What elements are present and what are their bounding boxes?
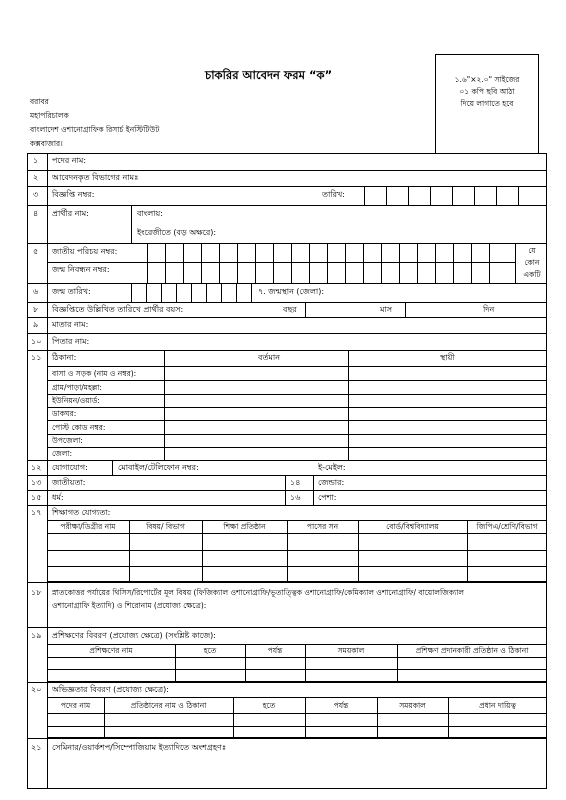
row-2-number: ২ bbox=[33, 173, 39, 182]
experience-label: অভিজ্ঞতার বিবরণ (প্রযোজ্য ক্ষেত্রে): bbox=[52, 685, 169, 694]
row-15-number: ১৫ bbox=[31, 493, 42, 502]
row-20-number: ২০ bbox=[31, 685, 42, 694]
photo-note-line-3: দিয়ে লাগাতে হবে bbox=[460, 99, 514, 108]
name-bangla-label: বাংলায়: bbox=[137, 209, 163, 218]
age-day-label: দিন bbox=[483, 305, 495, 314]
address-village: গ্রাম/পাড়া/মহল্লা: bbox=[52, 383, 102, 392]
birth-registration-label: জন্ম নিবন্ধন নম্বর: bbox=[52, 265, 110, 274]
training-header-name: প্রশিক্ষণের নাম bbox=[89, 646, 133, 655]
row-4-number: ৪ bbox=[33, 209, 39, 218]
address-post-code: পোস্ট কোড নম্বর: bbox=[52, 423, 106, 432]
present-address-header: বর্তমান bbox=[258, 353, 280, 362]
exp-header-organization: প্রতিষ্ঠানের নাম ও ঠিকানা bbox=[130, 701, 207, 710]
addressee-line-1: বরাবর bbox=[30, 97, 49, 106]
circular-date-label: তারিখ: bbox=[322, 190, 345, 199]
row-3-number: ৩ bbox=[33, 190, 39, 199]
photo-note-line-1: ১.৬"×২.০" সাইজের bbox=[454, 75, 520, 84]
address-district: জেলা: bbox=[52, 449, 73, 458]
training-header-from: হতে bbox=[203, 646, 217, 655]
row-21-number: ২১ bbox=[31, 743, 42, 752]
thesis-label-line-2: ওশানোগ্রাফি ইত্যাদি) ও শিরোনাম (প্রযোজ্য ক্ষেত্রে): bbox=[52, 601, 207, 610]
any-one-line-1: যে bbox=[528, 246, 536, 255]
nationality-label: জাতীয়তা: bbox=[52, 478, 86, 487]
exp-header-to: পর্যন্ত bbox=[333, 701, 349, 710]
training-header-to: পর্যন্ত bbox=[267, 646, 283, 655]
address-post-office: ডাকঘর: bbox=[52, 409, 77, 418]
row-12-number: ১২ bbox=[31, 463, 42, 472]
mobile-label: মোবাইল/টেলিফোন নম্বর: bbox=[118, 463, 199, 472]
education-label: শিক্ষাগত যোগ্যতা: bbox=[52, 508, 111, 517]
department-label: আবেদনকৃত বিভাগের নামঃ bbox=[52, 173, 139, 182]
training-label: প্রশিক্ষণের বিবরণ (প্রযোজ্য ক্ষেত্রে) (সংশ্লিষ্ট কাজে): bbox=[52, 631, 216, 640]
exp-header-post: পদের নাম bbox=[60, 701, 91, 710]
row-14-number: ১৪ bbox=[290, 478, 301, 487]
age-month-label: মাস bbox=[380, 305, 393, 314]
father-name-label: পিতার নাম: bbox=[52, 337, 90, 346]
addressee-line-4: কক্সবাজার। bbox=[30, 139, 63, 148]
row-13-number: ১৩ bbox=[31, 478, 42, 487]
exp-header-duration: সময়কাল bbox=[399, 701, 426, 710]
row-19-number: ১৯ bbox=[31, 631, 42, 640]
religion-label: ধর্ম: bbox=[52, 493, 64, 502]
edu-header-degree: পরীক্ষা/ডিগ্রীর নাম bbox=[60, 522, 116, 531]
mother-name-label: মাতার নাম: bbox=[52, 320, 89, 329]
contact-label: যোগাযোগ: bbox=[52, 463, 88, 472]
birthplace-label: ৭. জন্মস্থান (জেলা): bbox=[258, 287, 325, 296]
row-10-number: ১০ bbox=[31, 337, 42, 346]
edu-header-year: পাসের সন bbox=[306, 522, 339, 531]
training-header-provider: প্রশিক্ষণ প্রদানকারী প্রতিষ্ঠান ও ঠিকানা bbox=[415, 646, 529, 655]
addressee-line-2: মহাপরিচালক bbox=[30, 111, 69, 120]
circular-number-label: বিজ্ঞপ্তি নম্বর: bbox=[52, 190, 95, 199]
address-house-road: বাসা ও সড়ক (নাম ও নম্বর): bbox=[52, 369, 137, 378]
edu-header-board: বোর্ড/বিশ্ববিদ্যালয় bbox=[386, 522, 439, 531]
any-one-line-3: একটি bbox=[523, 270, 541, 279]
row-1-number: ১ bbox=[33, 156, 39, 165]
age-label: বিজ্ঞপ্তিতে উল্লিখিত তারিখে প্রার্থীর বয়স: bbox=[52, 305, 184, 314]
addressee-line-3: বাংলাদেশ ওশানোগ্রাফিক রিসার্চ ইনস্টিটিউট bbox=[30, 125, 160, 134]
row-5-number: ৫ bbox=[33, 247, 39, 256]
form-title: চাকরির আবেদন ফরম “ক” bbox=[205, 68, 333, 82]
row-11-number: ১১ bbox=[31, 353, 42, 362]
edu-header-gpa: জিপিএ/শ্রেণি/বিভাগ bbox=[476, 522, 538, 531]
row-9-number: ৯ bbox=[33, 320, 39, 329]
applicant-name-label: প্রার্থীর নাম: bbox=[52, 209, 89, 218]
any-one-line-2: কোন bbox=[524, 258, 540, 267]
row-6-number: ৬ bbox=[33, 287, 39, 296]
row-17-number: ১৭ bbox=[31, 508, 42, 517]
photo-note-line-2: ০১ কপি ছবি আঠা bbox=[459, 87, 515, 96]
exp-header-from: হতে bbox=[262, 701, 276, 710]
nid-label: জাতীয় পরিচয় নম্বর: bbox=[52, 247, 118, 256]
address-upazila: উপজেলা: bbox=[52, 436, 83, 445]
address-label: ঠিকানা: bbox=[52, 353, 77, 362]
name-english-label: ইংরেজীতে (বড় অক্ষরে): bbox=[137, 228, 217, 237]
post-name-label: পদের নাম: bbox=[52, 156, 87, 165]
dob-label: জন্ম তারিখ: bbox=[52, 287, 91, 296]
permanent-address-header: স্থায়ী bbox=[440, 353, 455, 362]
row-8-number: ৮ bbox=[33, 305, 39, 314]
occupation-label: পেশা: bbox=[318, 493, 337, 502]
photo-box bbox=[435, 54, 539, 154]
age-year-label: বছর bbox=[283, 305, 297, 314]
seminar-label: সেমিনার/ওয়ার্কশপ/সিম্পোজিয়াম ইত্যাদিতে অংশগ্রহণঃ bbox=[52, 743, 227, 752]
row-18-number: ১৮ bbox=[31, 588, 42, 597]
thesis-label-line-1: স্নাতকোত্তর পর্যায়ের থিসিস/রিপোর্টের মূল বিষয় (ফিজিক্যাল ওশানোগ্রাফি/ভূতাত্ত্বিক ওশানোগ্রাফি/কেমিক্যাল ওশানোগ্রাফি/ বায়োলজিক্যাল bbox=[52, 588, 465, 597]
edu-header-institution: শিক্ষা প্রতিষ্ঠান bbox=[223, 522, 266, 531]
row-16-number: ১৬ bbox=[290, 493, 301, 502]
address-union: ইউনিয়ন/ওয়ার্ড: bbox=[52, 396, 100, 405]
edu-header-subject: বিষয়/ বিভাগ bbox=[146, 522, 185, 531]
gender-label: জেন্ডার: bbox=[318, 478, 345, 487]
email-label: ই-মেইল: bbox=[318, 463, 346, 472]
training-header-duration: সময়কাল bbox=[337, 646, 365, 655]
exp-header-duty: প্রধান দায়িত্ব bbox=[479, 701, 516, 710]
